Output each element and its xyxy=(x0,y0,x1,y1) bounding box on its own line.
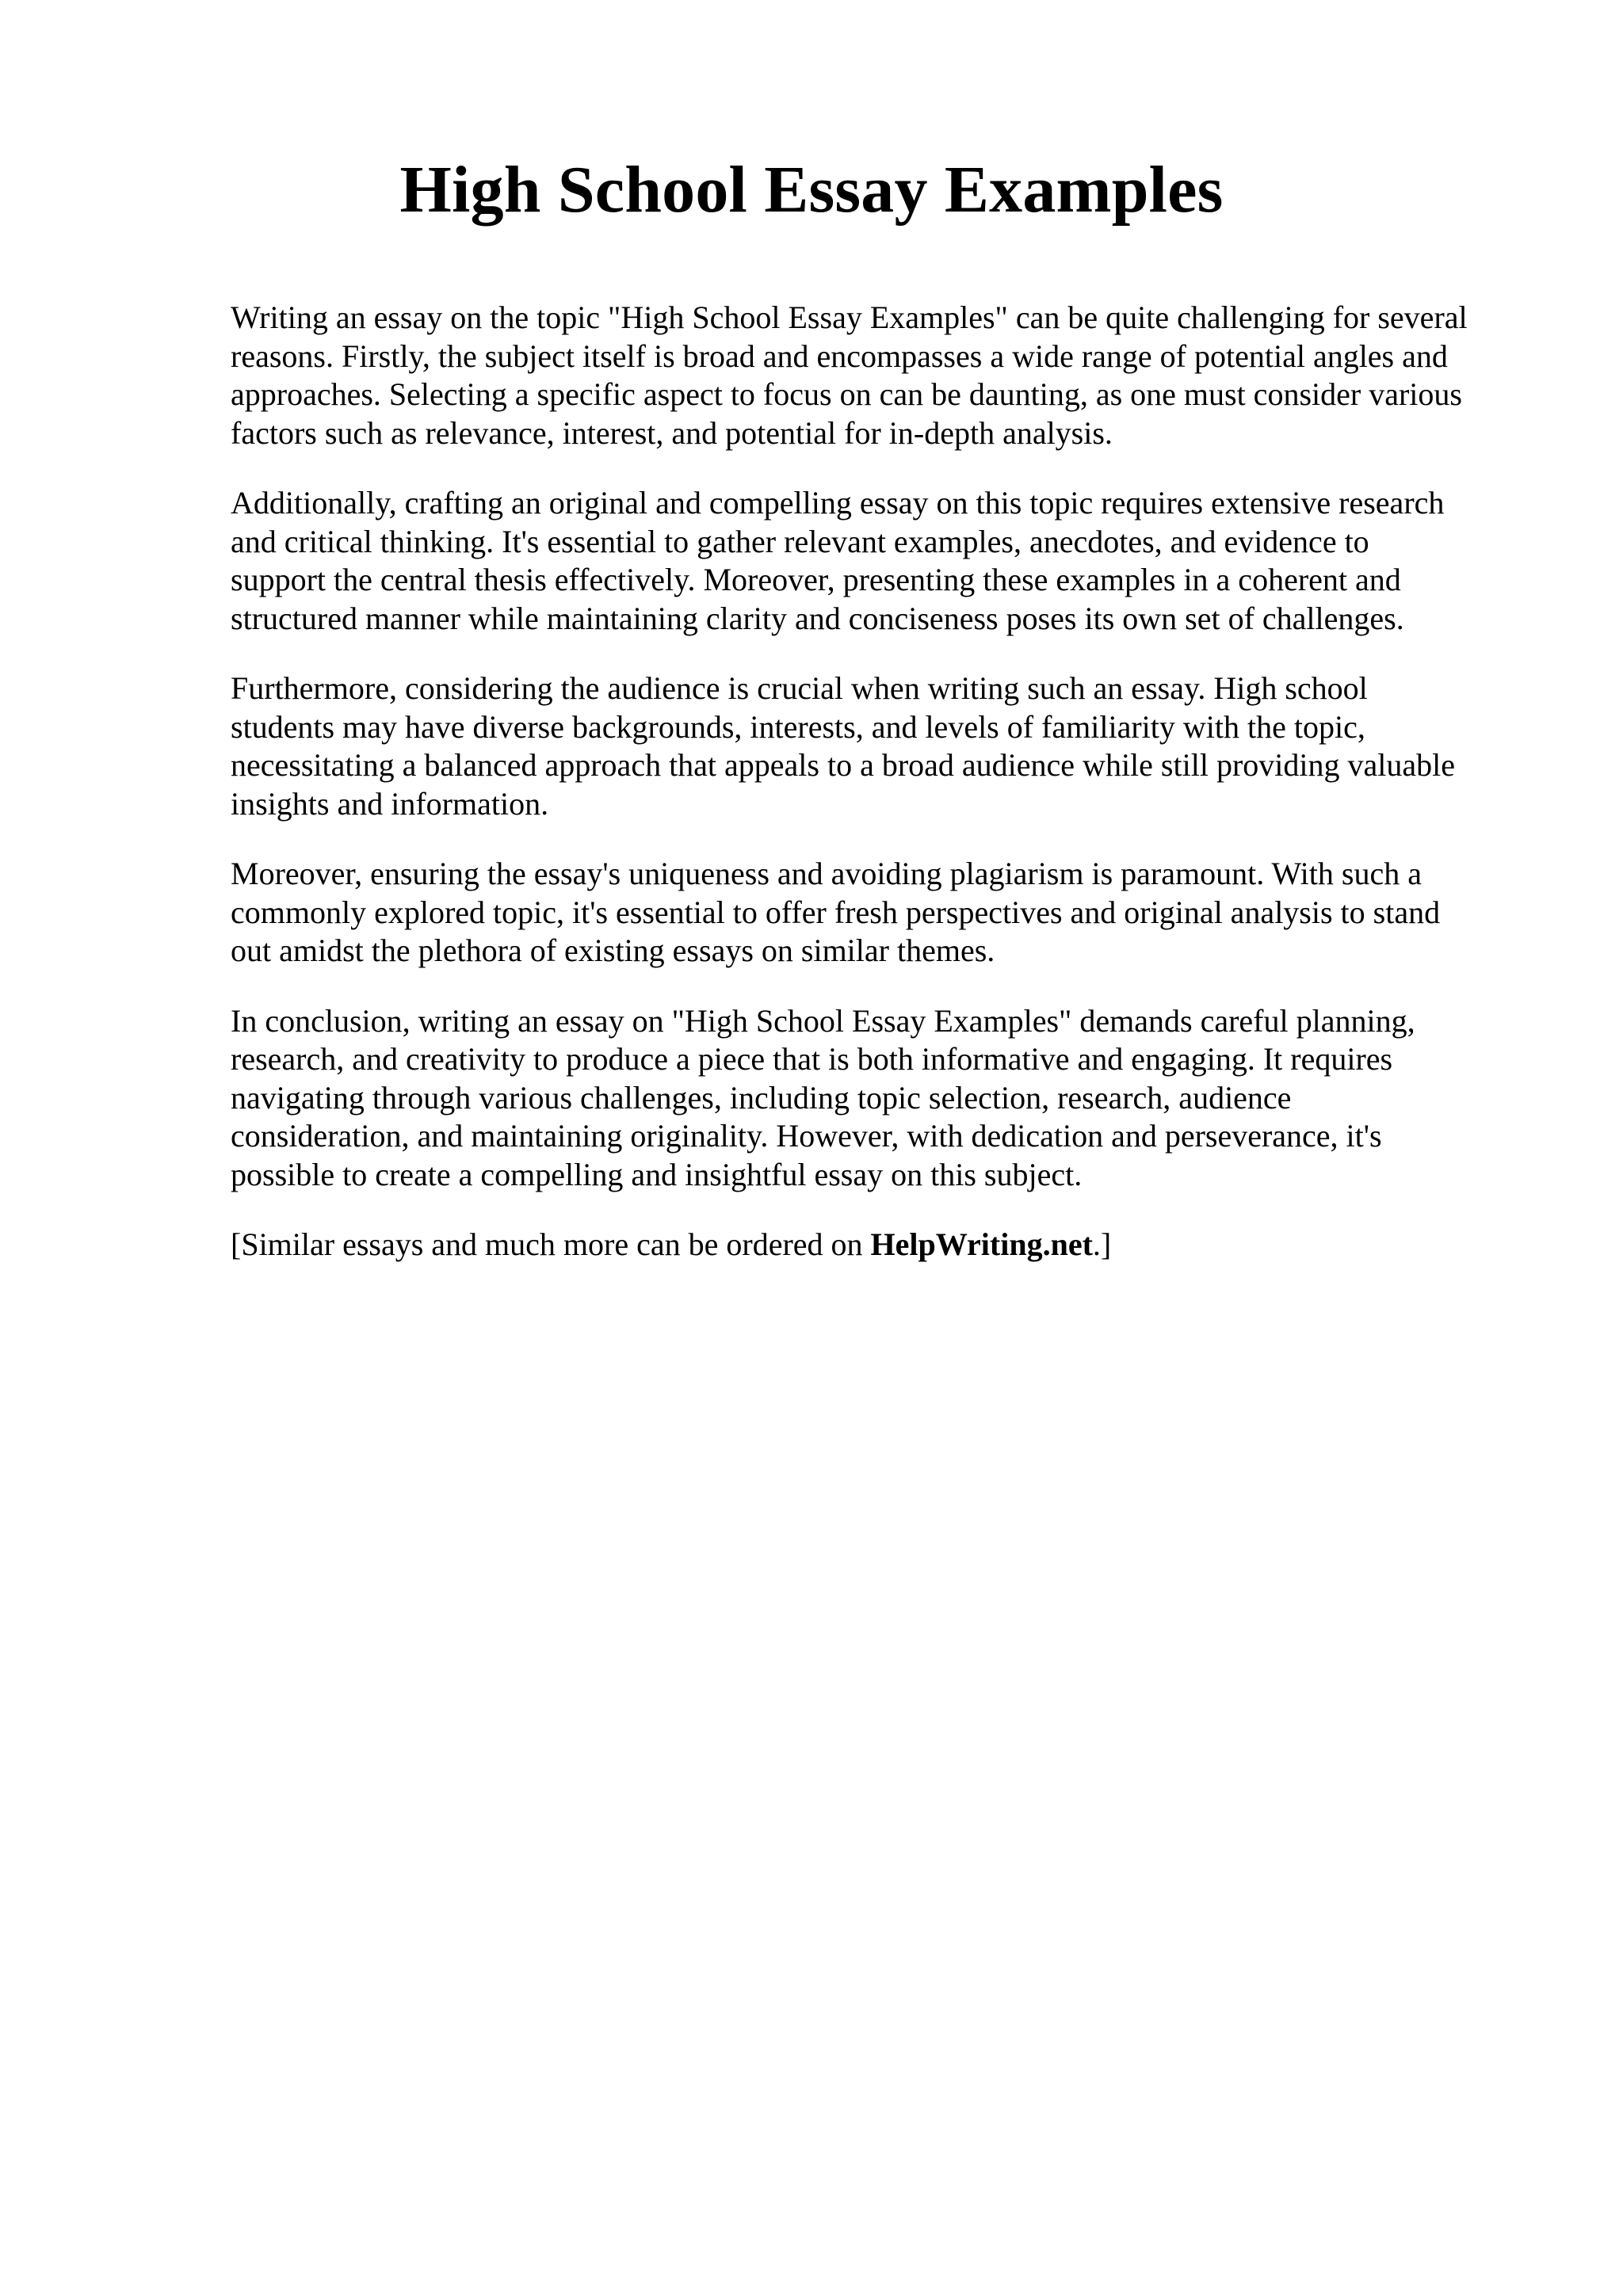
paragraph-line: Moreover, ensuring the essay's uniqueness and avoiding plagiarism is paramount. With such a xyxy=(231,856,1422,891)
paragraph-line: support the central thesis effectively. Moreover, presenting these examples in a coherent and xyxy=(231,562,1401,597)
paragraph-line: factors such as relevance, interest, and potential for in-depth analysis. xyxy=(231,414,1113,451)
paragraph-line: necessitating a balanced approach that appeals to a broad audience while still providing valuable xyxy=(231,747,1455,783)
brand-link[interactable]: HelpWriting.net xyxy=(870,1226,1093,1262)
paragraph-line: and critical thinking. It's essential to gather relevant examples, anecdotes, and evidence to xyxy=(231,523,1369,559)
paragraph-line: research, and creativity to produce a piece that is both informative and engaging. It requires xyxy=(231,1041,1393,1077)
paragraph-line: insights and information. xyxy=(231,785,549,822)
document-body xyxy=(231,299,1530,1264)
paragraph-line: reasons. Firstly, the subject itself is broad and encompasses a wide range of potential angles and xyxy=(231,338,1448,374)
paragraph-3 xyxy=(231,669,1530,823)
paragraph-line: Furthermore, considering the audience is crucial when writing such an essay. High school xyxy=(231,670,1368,706)
paragraph-1 xyxy=(231,299,1530,452)
paragraph-line: Writing an essay on the topic "High School Essay Examples" can be quite challenging for several xyxy=(231,299,1468,335)
paragraph-line: commonly explored topic, it's essential to offer fresh perspectives and original analysis to stand xyxy=(231,894,1441,930)
document-title: High School Essay Examples xyxy=(399,153,1224,227)
paragraph-line: navigating through various challenges, including topic selection, research, audience xyxy=(231,1079,1292,1116)
paragraph-2 xyxy=(231,484,1530,638)
paragraph-line: consideration, and maintaining originality. However, with dedication and perseverance, it's xyxy=(231,1118,1382,1154)
order-note xyxy=(231,1226,1530,1264)
paragraph-line: structured manner while maintaining clarity and conciseness poses its own set of challenges. xyxy=(231,600,1404,636)
order-note-prefix: [Similar essays and much more can be ordered on xyxy=(231,1226,871,1262)
paragraph-5 xyxy=(231,1002,1530,1195)
paragraph-line: In conclusion, writing an essay on "High School Essay Examples" demands careful planning, xyxy=(231,1002,1415,1039)
paragraph-line: Additionally, crafting an original and compelling essay on this topic requires extensive research xyxy=(231,485,1445,521)
paragraph-line: possible to create a compelling and insightful essay on this subject. xyxy=(231,1156,1083,1192)
paragraph-line: students may have diverse backgrounds, interests, and levels of familiarity with the topic, xyxy=(231,708,1365,745)
order-note-suffix: .] xyxy=(1092,1226,1112,1262)
paragraph-4 xyxy=(231,855,1530,971)
paragraph-line: out amidst the plethora of existing essays on similar themes. xyxy=(231,933,995,968)
paragraph-line: approaches. Selecting a specific aspect to focus on can be daunting, as one must consider various xyxy=(231,376,1462,412)
